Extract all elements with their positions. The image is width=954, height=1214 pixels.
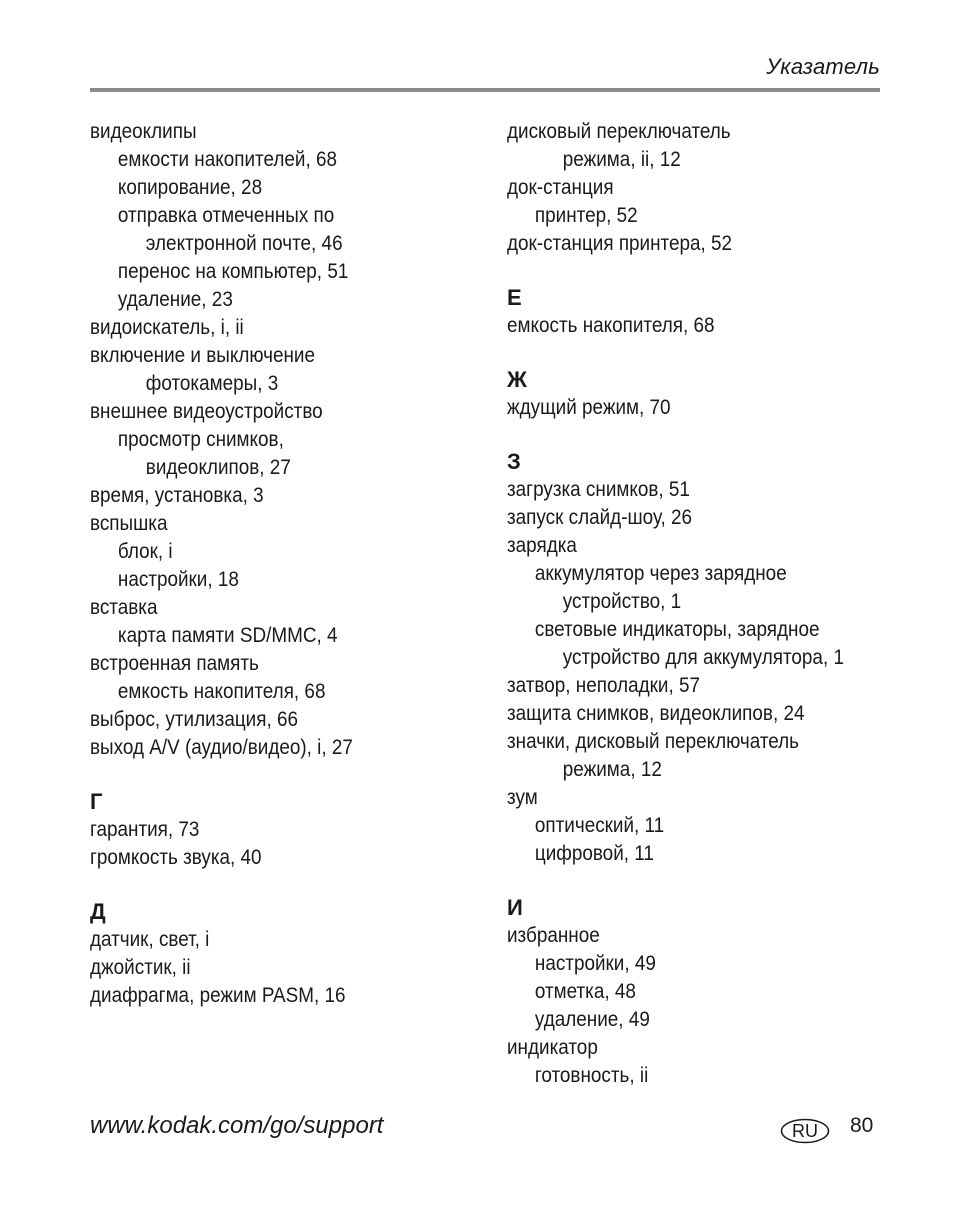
index-entry: избранное: [507, 924, 600, 947]
index-entry: вспышка: [90, 512, 168, 535]
index-subentry: копирование, 28: [117, 176, 263, 199]
index-entry: джойстик, ii: [90, 956, 191, 979]
index-entry: гарантия, 73: [90, 818, 200, 841]
index-entry: зум: [507, 786, 538, 809]
index-entry-continuation: устройство для аккумулятора, 1: [562, 646, 844, 669]
index-column-right: [507, 118, 927, 1090]
index-entry: зарядка: [507, 534, 577, 557]
language-badge-label: RU: [792, 1121, 818, 1141]
index-entry: видоискатель, i, ii: [90, 316, 244, 339]
index-entry: встроенная память: [90, 652, 259, 675]
index-subentry: оптический, 11: [534, 814, 665, 837]
index-entry: загрузка снимков, 51: [507, 478, 690, 501]
language-badge: [780, 1118, 830, 1144]
index-subentry: карта памяти SD/MMC, 4: [117, 624, 338, 647]
index-entry-continuation: устройство, 1: [562, 590, 682, 613]
index-entry-continuation: фотокамеры, 3: [145, 372, 279, 395]
index-subentry: аккумулятор через зарядное: [534, 562, 787, 585]
index-subentry: удаление, 49: [534, 1008, 650, 1031]
index-entry: дисковый переключатель: [507, 120, 731, 143]
index-entry: диафрагма, режим PASM, 16: [90, 984, 346, 1007]
index-entry: запуск слайд-шоу, 26: [507, 506, 693, 529]
index-subentry: емкость накопителя, 68: [117, 680, 326, 703]
footer-support-url[interactable]: www.kodak.com/go/support: [90, 1112, 384, 1139]
index-entry: включение и выключение: [90, 344, 315, 367]
index-subentry: световые индикаторы, зарядное: [534, 618, 820, 641]
index-section-letter: З: [507, 449, 521, 474]
index-entry: значки, дисковый переключатель: [507, 730, 800, 753]
index-entry: время, установка, 3: [90, 484, 264, 507]
index-entry: емкость накопителя, 68: [507, 314, 715, 337]
index-section-letter: Д: [90, 899, 106, 924]
index-entry-continuation: режима, ii, 12: [562, 148, 681, 171]
index-entry: выход A/V (аудио/видео), i, 27: [90, 736, 353, 759]
index-subentry: цифровой, 11: [534, 842, 654, 865]
index-column-left: [90, 118, 490, 1010]
index-entry: внешнее видеоустройство: [90, 400, 323, 423]
index-subentry: удаление, 23: [117, 288, 233, 311]
index-entry-continuation: электронной почте, 46: [145, 232, 343, 255]
index-entry: ждущий режим, 70: [507, 396, 671, 419]
index-entry: выброс, утилизация, 66: [90, 708, 298, 731]
index-subentry: настройки, 49: [534, 952, 656, 975]
index-subentry: настройки, 18: [117, 568, 239, 591]
index-entry: док-станция: [507, 176, 614, 199]
page-header-title: Указатель: [766, 54, 880, 79]
index-entry: датчик, свет, i: [90, 928, 210, 951]
index-entry-continuation: видеоклипов, 27: [145, 456, 291, 479]
index-entry: громкость звука, 40: [90, 846, 262, 869]
index-subentry: отметка, 48: [534, 980, 636, 1003]
index-section-letter: Е: [507, 285, 522, 310]
index-subentry: перенос на компьютер, 51: [117, 260, 349, 283]
index-entry-continuation: режима, 12: [562, 758, 662, 781]
index-section-letter: Г: [90, 789, 103, 814]
index-subentry: отправка отмеченных по: [117, 204, 335, 227]
index-entry: затвор, неполадки, 57: [507, 674, 700, 697]
index-subentry: емкости накопителей, 68: [117, 148, 338, 171]
index-subentry: принтер, 52: [534, 204, 638, 227]
index-subentry: просмотр снимков,: [117, 428, 284, 451]
index-entry: вставка: [90, 596, 158, 619]
index-entry: видеоклипы: [90, 120, 197, 143]
index-section-letter: Ж: [507, 367, 527, 392]
index-entry: индикатор: [507, 1036, 598, 1059]
index-subentry: блок, i: [117, 540, 173, 563]
index-entry: док-станция принтера, 52: [507, 232, 733, 255]
header-divider: [90, 88, 880, 92]
index-subentry: готовность, ii: [534, 1064, 649, 1087]
index-section-letter: И: [507, 895, 523, 920]
index-entry: защита снимков, видеоклипов, 24: [507, 702, 805, 725]
page-number: 80: [850, 1114, 874, 1137]
